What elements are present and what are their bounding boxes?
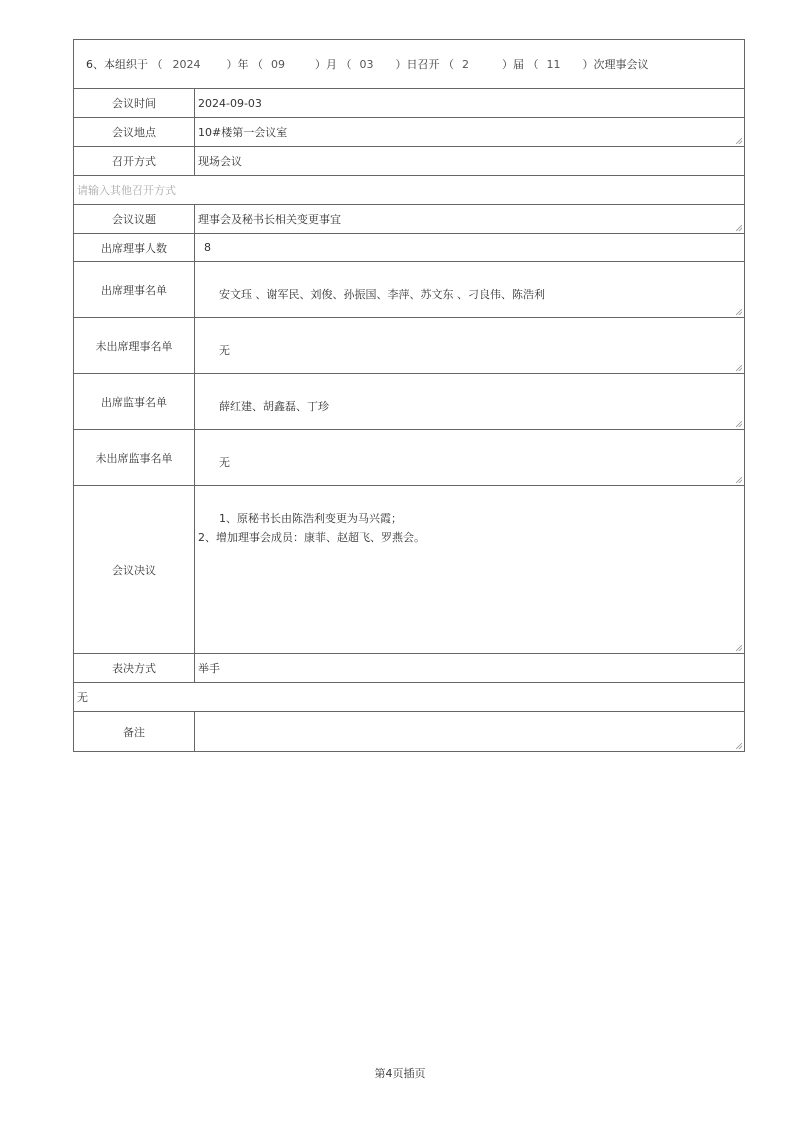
attend-count-label: 出席理事人数: [74, 234, 195, 261]
resize-grip-icon[interactable]: [736, 421, 742, 427]
vote-other-field[interactable]: 无: [77, 691, 88, 704]
header-day-suffix: ）日召开 （: [395, 58, 454, 71]
resize-grip-icon[interactable]: [736, 743, 742, 749]
meeting-header: [74, 40, 744, 89]
row-absent-directors: [74, 318, 744, 374]
attend-directors-value: 安文珏 、谢军民、刘俊、孙振国、李萍、苏文东 、刁良伟、陈浩利: [218, 288, 545, 301]
absent-supervisors-label: 未出席监事名单: [74, 430, 195, 485]
row-absent-supervisors: [74, 430, 744, 486]
remark-label: 备注: [74, 712, 195, 751]
meeting-topic-label: 会议议题: [74, 205, 195, 233]
attend-directors-label: 出席理事名单: [74, 262, 195, 317]
absent-directors-field[interactable]: [195, 318, 744, 373]
vote-method-field[interactable]: 举手: [198, 661, 220, 675]
session-field[interactable]: 2: [462, 57, 469, 71]
resize-grip-icon[interactable]: [736, 365, 742, 371]
row-vote-method: [74, 654, 744, 683]
header-session-suffix: ）届 （: [502, 58, 539, 71]
resize-grip-icon[interactable]: [736, 225, 742, 231]
meeting-topic-field[interactable]: [195, 205, 744, 233]
meeting-place-field[interactable]: [195, 118, 744, 146]
meeting-number-field[interactable]: 11: [546, 57, 561, 71]
attend-directors-field[interactable]: [195, 262, 744, 317]
header-meeting-suffix: ）次理事会议: [582, 58, 649, 71]
row-meeting-topic: [74, 205, 744, 234]
row-meeting-method: [74, 147, 744, 176]
row-meeting-time: [74, 89, 744, 118]
attend-supervisors-field[interactable]: [195, 374, 744, 429]
header-prefix: 6、本组织于 （: [86, 58, 163, 71]
meeting-time-label: 会议时间: [74, 89, 195, 117]
resize-grip-icon[interactable]: [736, 138, 742, 144]
attend-supervisors-value: 薛红建、胡鑫磊、丁珍: [218, 400, 329, 413]
meeting-place-value: 10#楼第一会议室: [198, 125, 288, 139]
row-attend-count: [74, 234, 744, 262]
day-field[interactable]: 03: [359, 57, 374, 71]
resolution-value: 1、原秘书长由陈浩利变更为马兴霞； 2、增加理事会成员：康菲、赵超飞、罗燕会。: [198, 512, 425, 544]
attend-supervisors-label: 出席监事名单: [74, 374, 195, 429]
row-remark: [74, 712, 744, 751]
meeting-form: [73, 39, 745, 752]
other-method-input[interactable]: 请输入其他召开方式: [77, 184, 176, 197]
row-other-method: [74, 176, 744, 205]
absent-supervisors-field[interactable]: [195, 430, 744, 485]
meeting-method-field[interactable]: 现场会议: [198, 154, 242, 168]
header-year-suffix: ）年 （: [226, 58, 263, 71]
row-resolution: [74, 486, 744, 654]
attend-count-field[interactable]: 8: [204, 241, 211, 254]
resolution-field[interactable]: [195, 486, 744, 653]
absent-directors-label: 未出席理事名单: [74, 318, 195, 373]
meeting-method-label: 召开方式: [74, 147, 195, 175]
meeting-time-field[interactable]: 2024-09-03: [198, 96, 262, 110]
row-meeting-place: [74, 118, 744, 147]
page-footer: 第4页插页: [374, 1067, 426, 1080]
month-field[interactable]: 09: [271, 57, 285, 71]
vote-method-label: 表决方式: [74, 654, 195, 682]
resize-grip-icon[interactable]: [736, 309, 742, 315]
year-field[interactable]: 2024: [172, 57, 201, 71]
absent-supervisors-value: 无: [218, 456, 230, 469]
row-attend-directors: [74, 262, 744, 318]
row-vote-other: [74, 683, 744, 712]
meeting-topic-value: 理事会及秘书长相关变更事宜: [198, 212, 341, 226]
remark-field[interactable]: [195, 712, 744, 751]
meeting-place-label: 会议地点: [74, 118, 195, 146]
resize-grip-icon[interactable]: [736, 645, 742, 651]
absent-directors-value: 无: [218, 344, 230, 357]
header-month-suffix: ）月 （: [315, 58, 352, 71]
resolution-label: 会议决议: [74, 486, 195, 653]
resize-grip-icon[interactable]: [736, 477, 742, 483]
row-attend-supervisors: [74, 374, 744, 430]
